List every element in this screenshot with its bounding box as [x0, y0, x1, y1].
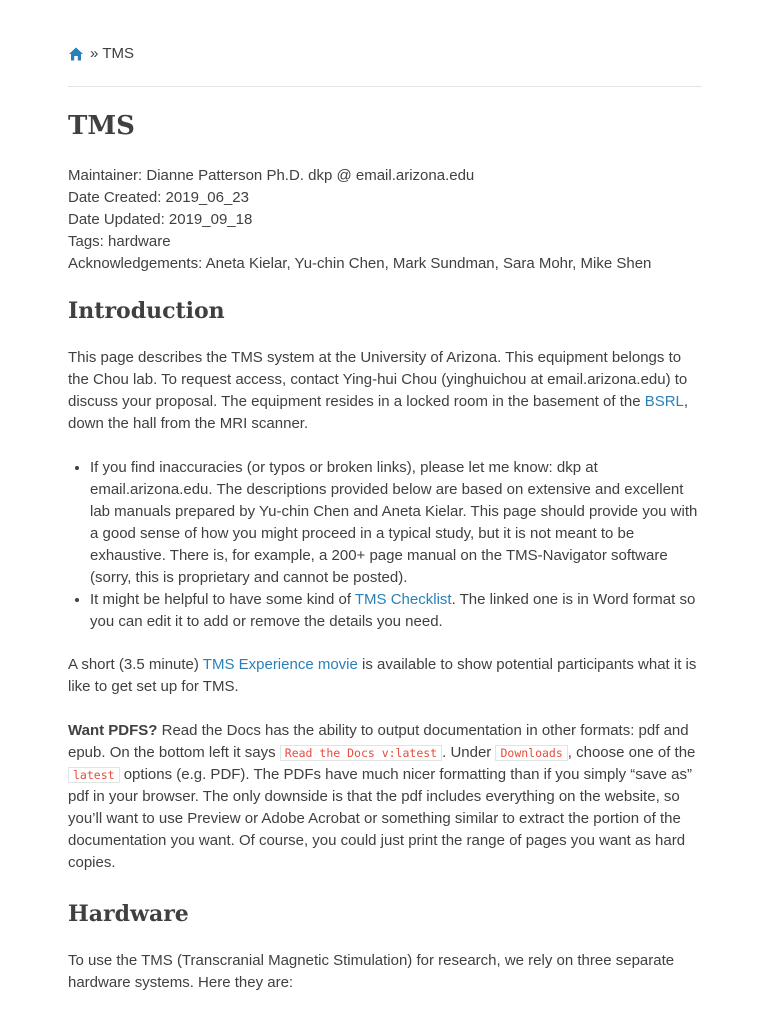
page-title: TMS: [68, 111, 135, 141]
intro-text-b: , down the hall from the MRI scanner.: [68, 393, 689, 432]
date-created-line: Date Created: 2019_06_23: [68, 189, 249, 206]
intro-paragraph: [68, 347, 702, 435]
hardware-heading: Hardware: [68, 901, 189, 927]
tms-checklist-link[interactable]: TMS Checklist: [354, 591, 452, 608]
tags-line: Tags: hardware: [68, 233, 171, 250]
pdfs-text-3: , choose one of the: [567, 744, 696, 761]
introduction-heading: Introduction: [68, 298, 225, 324]
acknowledgements-line: Acknowledgements: Aneta Kielar, Yu-chin Chen, Mark Sundman, Sara Mohr, Mike Shen: [68, 255, 652, 272]
bullet-text: If you find inaccuracies (or typos or broken links), please let me know: dkp at email.arizona.edu. The descriptions provided below are based on extensive and excellent lab manuals prepared by Yu-chin Chen and Aneta Kielar. This page should provide you with a good sense of how you might proceed in a typical study, but it is not meant to be exhaustive. There is, for example, a 200+ page manual on the TMS-Navigator software (sorry, this is proprietary and cannot be posted).: [90, 459, 698, 586]
pdfs-paragraph: [68, 720, 702, 874]
list-item: [90, 457, 702, 589]
code-downloads: Downloads: [495, 745, 567, 761]
pdfs-text-2: . Under: [442, 744, 496, 761]
intro-bullet-list: [68, 457, 702, 633]
code-read-the-docs: Read the Docs v:latest: [280, 745, 442, 761]
movie-text-b: is available to show potential participants what it is like to get set up for TMS.: [68, 656, 697, 695]
pdfs-text-4: options (e.g. PDF). The PDFs have much nicer formatting than if you simply “save as” pdf in your browser. The only downside is that the pdf includes everything on the website, so you’ll want to use Preview or Adobe Acrobat or something similar to extract the portion of the documentation you want. Of course, you could just print the range of pages you want as hard copies.: [68, 766, 692, 871]
list-item: [90, 589, 702, 633]
bullet-text-a: It might be helpful to have some kind of: [90, 591, 355, 608]
bullet-text-b: . The linked one is in Word format so you can edit it to add or remove the details you need.: [90, 591, 696, 630]
code-latest: latest: [68, 767, 120, 783]
bsrl-link[interactable]: BSRL: [644, 393, 684, 410]
breadcrumb: [68, 42, 702, 66]
movie-paragraph: [68, 654, 702, 698]
tms-experience-movie-link[interactable]: TMS Experience movie: [202, 656, 358, 673]
metadata-block: [68, 165, 702, 275]
home-icon[interactable]: [68, 46, 84, 62]
movie-text-a: A short (3.5 minute): [68, 656, 203, 673]
pdfs-lead: Want PDFS?: [68, 722, 158, 739]
hardware-paragraph: To use the TMS (Transcranial Magnetic Stimulation) for research, we rely on three separate hardware systems. Here they are:: [68, 952, 675, 991]
header-divider: [68, 86, 702, 87]
breadcrumb-separator: »: [90, 45, 99, 62]
intro-text-a: This page describes the TMS system at the University of Arizona. This equipment belongs to the Chou lab. To request access, contact Ying-hui Chou (yinghuichou at email.arizona.edu) to discuss your proposal. The equipment resides in a locked room in the basement of the: [68, 349, 688, 410]
maintainer-line: Maintainer: Dianne Patterson Ph.D. dkp @ email.arizona.edu: [68, 167, 475, 184]
date-updated-line: Date Updated: 2019_09_18: [68, 211, 253, 228]
pdfs-text-1: Read the Docs has the ability to output documentation in other formats: pdf and epub. On the bottom left it says: [68, 722, 689, 761]
breadcrumb-current: TMS: [102, 45, 135, 62]
